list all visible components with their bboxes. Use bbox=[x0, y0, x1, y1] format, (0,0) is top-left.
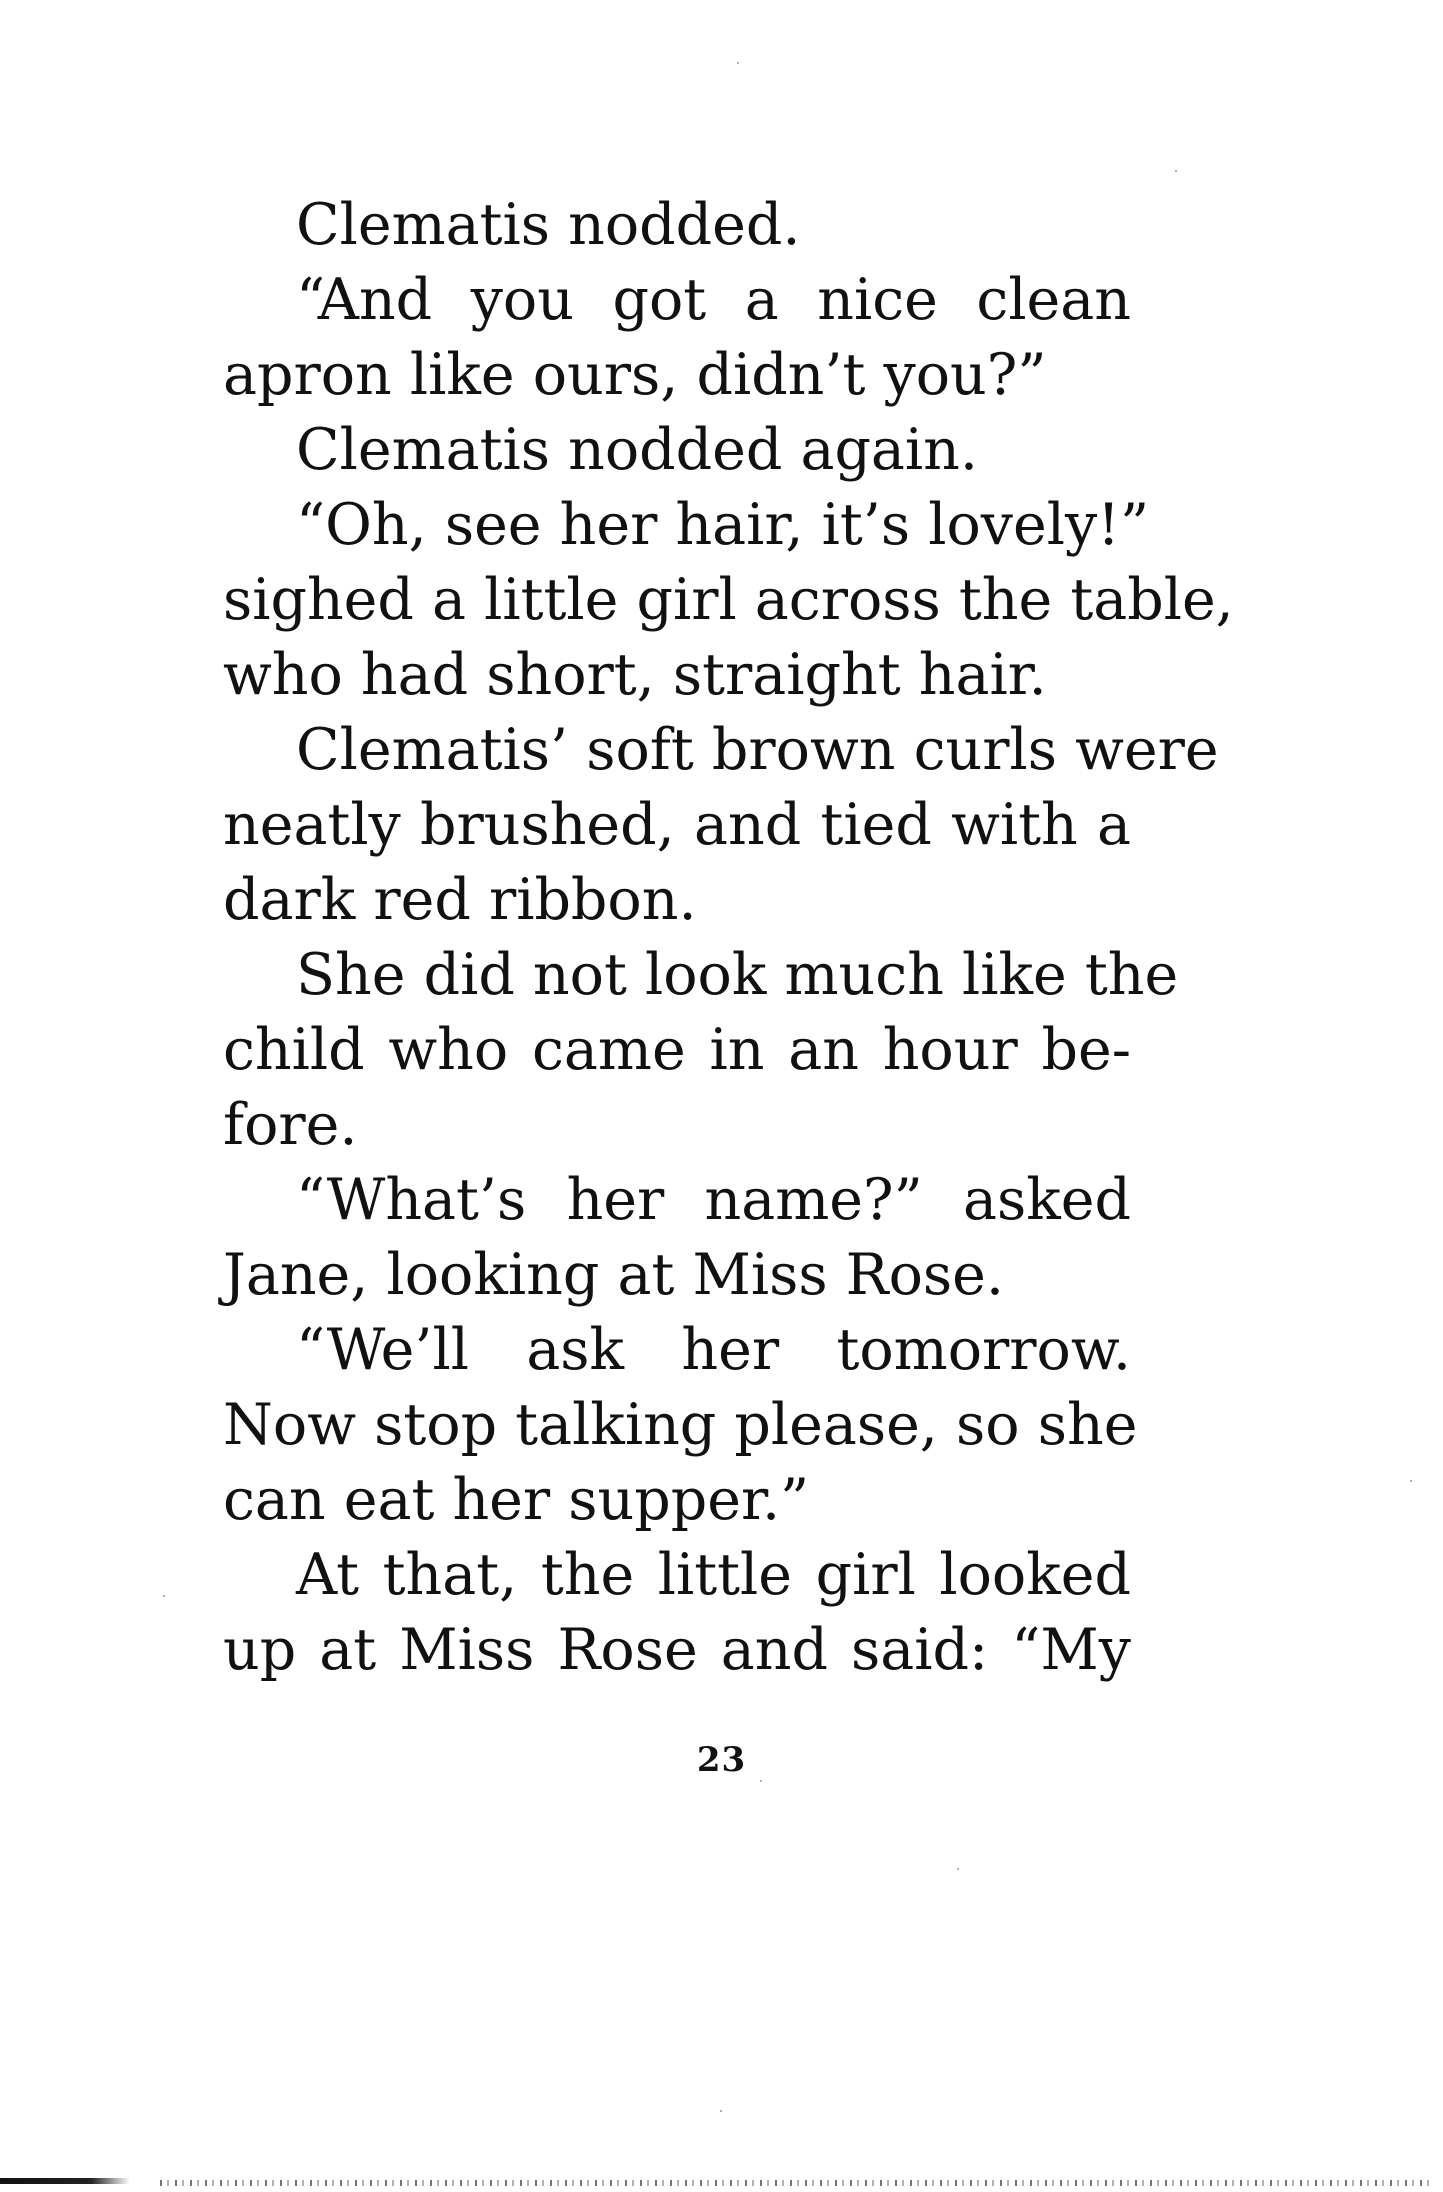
text-line: neatly brushed, and tied with a bbox=[223, 792, 1131, 858]
text-line: Clematis’ soft brown curls were bbox=[296, 717, 1219, 783]
text-line: Jane, looking at Miss Rose. bbox=[223, 1242, 1005, 1308]
text-line: “What’s her name?” asked bbox=[296, 1167, 1131, 1233]
text-line: apron like ours, didn’t you?” bbox=[223, 342, 1047, 408]
paper-speck bbox=[1410, 1480, 1412, 1482]
paper-speck bbox=[760, 1780, 762, 1782]
body-text bbox=[223, 188, 1234, 1688]
paper-speck bbox=[720, 2110, 722, 2112]
text-line: Clematis nodded again. bbox=[296, 417, 978, 483]
text-line: “Oh, see her hair, it’s lovely!” bbox=[296, 492, 1150, 558]
text-line: “And you got a nice clean bbox=[296, 267, 1131, 333]
paper-speck bbox=[737, 62, 739, 64]
text-line: up at Miss Rose and said: “My bbox=[223, 1617, 1131, 1683]
text-line: can eat her supper.” bbox=[223, 1467, 810, 1533]
text-line: Now stop talking please, so she bbox=[223, 1392, 1138, 1458]
scan-bottom-noise bbox=[160, 2180, 1430, 2186]
text-line: dark red ribbon. bbox=[223, 867, 697, 933]
text-line: fore. bbox=[223, 1092, 358, 1158]
text-line: “We’ll ask her tomorrow. bbox=[296, 1317, 1131, 1383]
text-line: Clematis nodded. bbox=[296, 192, 801, 258]
paper-speck bbox=[957, 1868, 959, 1870]
paper-speck bbox=[163, 1595, 165, 1597]
text-line: At that, the little girl looked bbox=[296, 1542, 1131, 1608]
text-line: child who came in an hour be- bbox=[223, 1017, 1131, 1083]
scan-edge-mark bbox=[0, 2178, 130, 2184]
text-line: sighed a little girl across the table, bbox=[223, 567, 1234, 633]
text-line: who had short, straight hair. bbox=[223, 642, 1047, 708]
paper-speck bbox=[1175, 170, 1177, 172]
page-number: 23 bbox=[696, 1740, 747, 1780]
text-line: She did not look much like the bbox=[296, 942, 1179, 1008]
